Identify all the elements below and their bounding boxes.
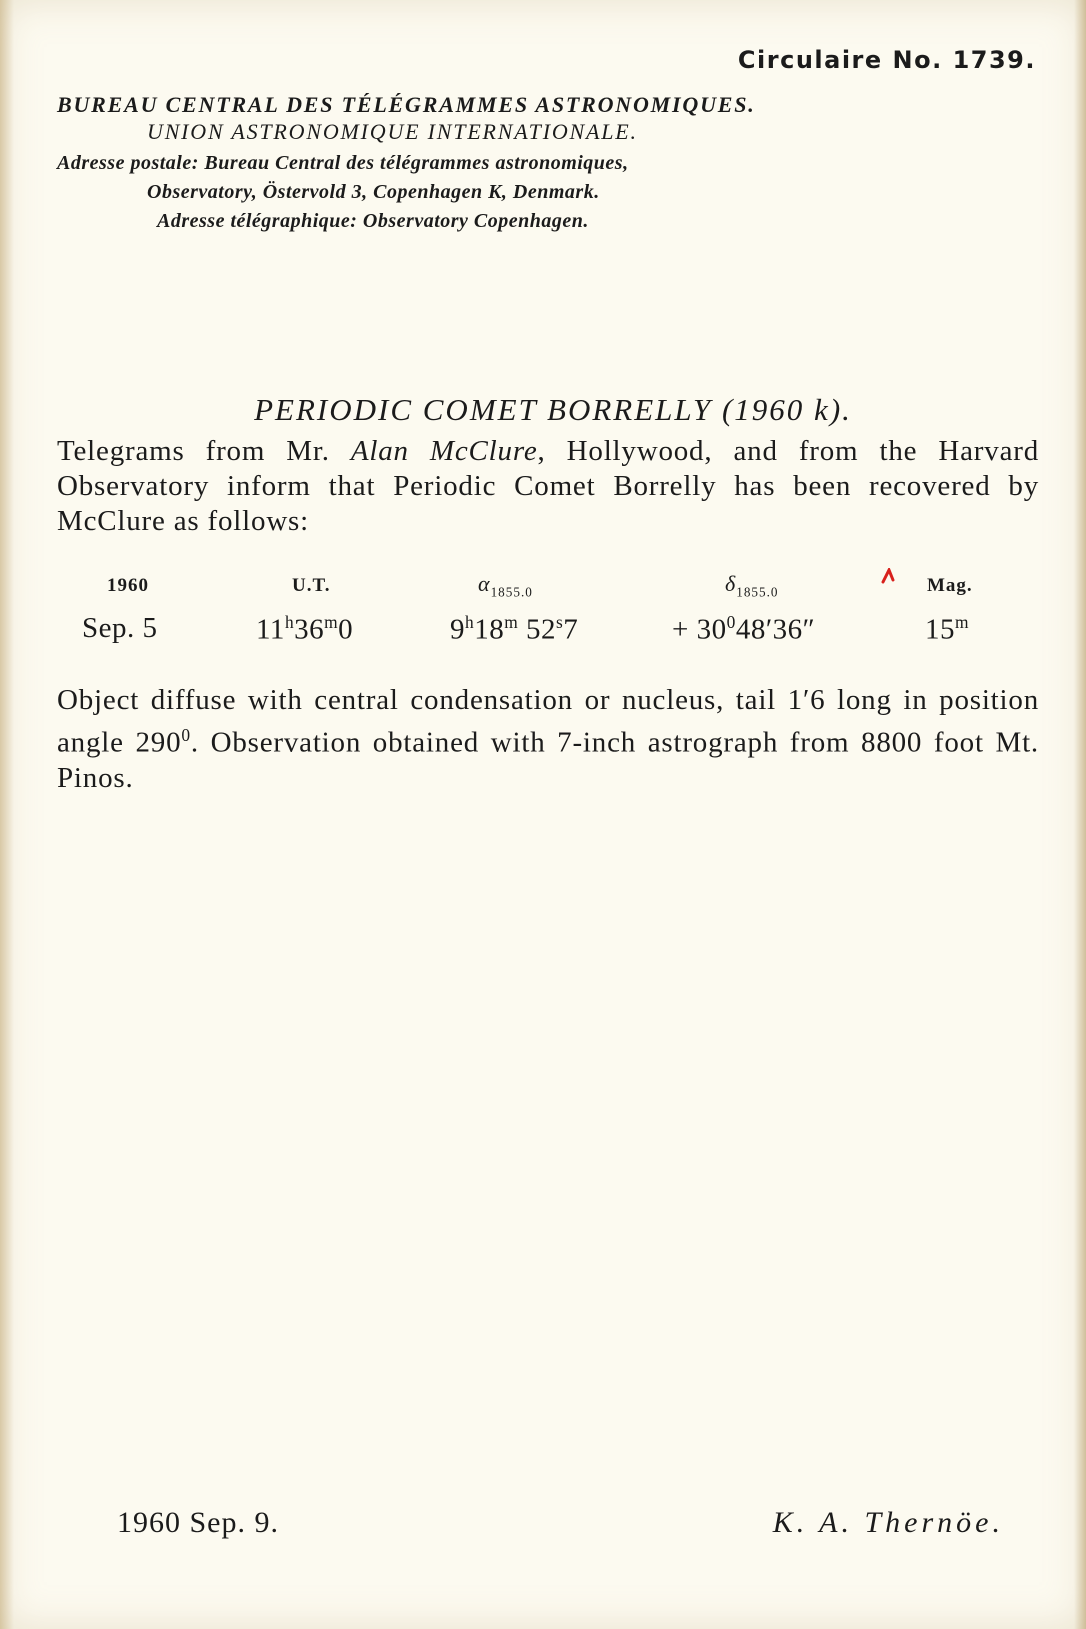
intro-text-1: Telegrams from Mr. bbox=[57, 435, 351, 467]
header-ut: U.T. bbox=[292, 575, 331, 596]
signature: K. A. Thernöe. bbox=[772, 1506, 1004, 1539]
dec-degrees: + 30 bbox=[672, 613, 727, 646]
observer-name: Alan McClure bbox=[350, 435, 538, 467]
ut-minutes: 36 bbox=[294, 613, 325, 646]
postal-address-line: Adresse postale: Bureau Central des télégrammes astronomiques, bbox=[57, 152, 629, 174]
ra-fraction: 7 bbox=[563, 613, 579, 646]
dec-arcmin-arcsec: 48′36″ bbox=[735, 613, 816, 646]
row-date: Sep. 5 bbox=[82, 612, 158, 644]
ra-minutes: 18 bbox=[474, 613, 505, 646]
intro-paragraph bbox=[57, 434, 1039, 539]
intro-text-2: , Hollywood, and from the Harvard Observatory inform that Periodic Comet Borrelly has been recovered by McClure as follows: bbox=[57, 435, 1039, 537]
observation-text-2: 6 long in position angle 290 bbox=[57, 684, 1039, 759]
row-dec bbox=[672, 612, 815, 647]
degree-mark: 0 bbox=[181, 725, 191, 745]
row-mag bbox=[925, 612, 969, 647]
row-ra bbox=[450, 612, 578, 647]
ephemeris-table bbox=[0, 571, 1086, 665]
bureau-name: BUREAU CENTRAL DES TÉLÉGRAMMES ASTRONOMIQUES. bbox=[57, 92, 756, 117]
ra-seconds: 52 bbox=[525, 613, 556, 646]
red-pencil-mark bbox=[880, 568, 896, 584]
dec-epoch: 1855.0 bbox=[736, 584, 779, 600]
paper-edge-right bbox=[1074, 0, 1086, 1629]
header-ra bbox=[478, 571, 533, 600]
dec-degree-unit: 0 bbox=[726, 612, 736, 632]
delta-symbol: δ bbox=[725, 571, 737, 596]
issue-date: 1960 Sep. 9. bbox=[117, 1506, 279, 1539]
postal-address-street: Observatory, Östervold 3, Copenhagen K, Denmark. bbox=[147, 181, 600, 203]
circular-number: Circulaire No. 1739. bbox=[737, 46, 1036, 74]
article-title: PERIODIC COMET BORRELLY (1960 k). bbox=[254, 392, 852, 427]
alpha-symbol: α bbox=[478, 571, 491, 596]
observation-text-3: . Observation obtained with 7-inch astrograph from 8800 foot Mt. Pinos. bbox=[57, 726, 1039, 794]
ra-seconds-unit: s bbox=[555, 612, 564, 632]
row-ut bbox=[256, 612, 353, 647]
ra-hours: 9 bbox=[450, 613, 465, 646]
ra-minutes-unit: m bbox=[504, 612, 519, 632]
header-dec bbox=[725, 571, 779, 600]
header-year: 1960 bbox=[107, 575, 149, 596]
paper-edge-left bbox=[0, 0, 14, 1629]
ra-hours-unit: h bbox=[465, 612, 475, 632]
magnitude-unit: m bbox=[955, 612, 970, 632]
union-name: UNION ASTRONOMIQUE INTERNATIONALE. bbox=[147, 119, 638, 144]
arcmin-mark: ′ bbox=[802, 684, 811, 716]
ut-hours: 11 bbox=[256, 613, 285, 646]
magnitude: 15 bbox=[925, 613, 955, 646]
observation-paragraph bbox=[57, 683, 1039, 796]
telegraphic-address: Adresse télégraphique: Observatory Copenhagen. bbox=[157, 210, 589, 232]
header-mag: Mag. bbox=[927, 575, 973, 596]
ra-epoch: 1855.0 bbox=[490, 584, 533, 600]
ut-minutes-unit: m bbox=[324, 612, 339, 632]
observation-text-1: Object diffuse with central condensation or nucleus, tail 1 bbox=[57, 684, 803, 716]
ut-fraction: 0 bbox=[338, 613, 354, 646]
ut-hours-unit: h bbox=[284, 612, 295, 632]
